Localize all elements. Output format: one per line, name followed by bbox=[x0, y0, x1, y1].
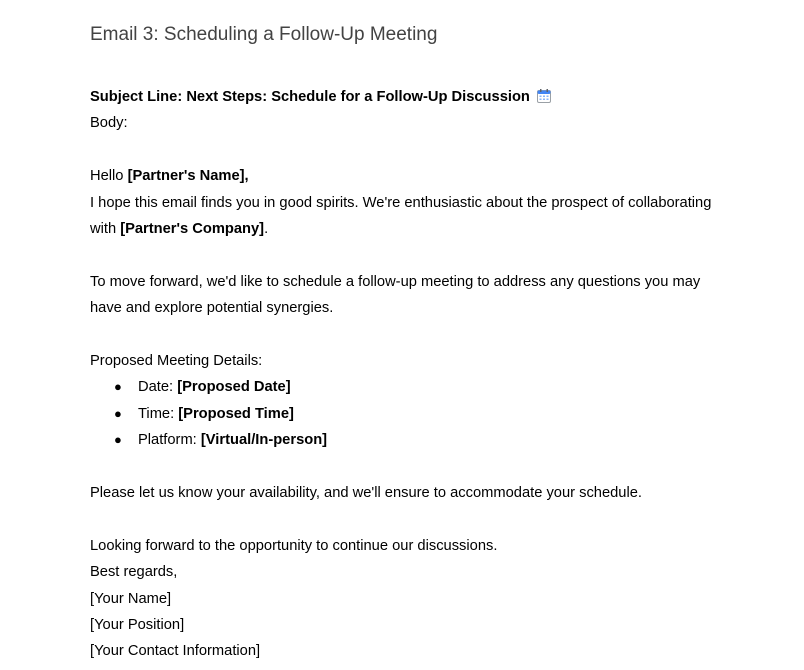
paragraph-1-line-2 bbox=[90, 219, 268, 239]
paragraph-2-line-2: have and explore potential synergies. bbox=[90, 300, 334, 316]
body-label: Body: bbox=[90, 115, 128, 131]
detail-value: [Proposed Date] bbox=[177, 379, 291, 395]
greeting-prefix: Hello bbox=[90, 168, 128, 184]
availability-request: Please let us know your availability, and we'll ensure to accommodate your schedule. bbox=[90, 485, 642, 501]
partner-name-placeholder: [Partner's Name], bbox=[127, 168, 249, 184]
bullet-icon: ● bbox=[114, 406, 122, 421]
paragraph-1-suffix: . bbox=[264, 221, 269, 237]
subject-text: Next Steps: Schedule for a Follow-Up Discussion bbox=[186, 89, 530, 105]
partner-company-placeholder: [Partner's Company] bbox=[120, 221, 265, 237]
sign-off: Best regards, bbox=[90, 564, 178, 580]
paragraph-1-prefix: with bbox=[90, 221, 121, 237]
subject-label: Subject Line: bbox=[90, 89, 183, 105]
bullet-icon: ● bbox=[114, 379, 122, 394]
detail-label: Time: bbox=[138, 406, 179, 422]
your-name-placeholder: [Your Name] bbox=[90, 591, 172, 607]
page-title: Email 3: Scheduling a Follow-Up Meeting bbox=[90, 24, 438, 45]
your-position-placeholder: [Your Position] bbox=[90, 617, 185, 633]
list-item bbox=[114, 377, 291, 397]
detail-value: [Virtual/In-person] bbox=[200, 432, 328, 448]
your-contact-placeholder: [Your Contact Information] bbox=[90, 643, 261, 659]
meeting-details-title: Proposed Meeting Details: bbox=[90, 353, 263, 369]
detail-label: Platform: bbox=[138, 432, 201, 448]
paragraph-2-line-1: To move forward, we'd like to schedule a follow-up meeting to address any questions you may bbox=[90, 274, 701, 290]
greeting bbox=[90, 166, 249, 186]
detail-value: [Proposed Time] bbox=[178, 406, 294, 422]
calendar-icon bbox=[537, 89, 551, 103]
list-item bbox=[114, 430, 327, 450]
closing-line: Looking forward to the opportunity to continue our discussions. bbox=[90, 538, 498, 554]
detail-label: Date: bbox=[138, 379, 178, 395]
paragraph-1-line-1: I hope this email finds you in good spirits. We're enthusiastic about the prospect of collaborating bbox=[90, 195, 712, 211]
bullet-icon: ● bbox=[114, 432, 122, 447]
list-item bbox=[114, 404, 294, 424]
subject-line bbox=[90, 87, 551, 107]
